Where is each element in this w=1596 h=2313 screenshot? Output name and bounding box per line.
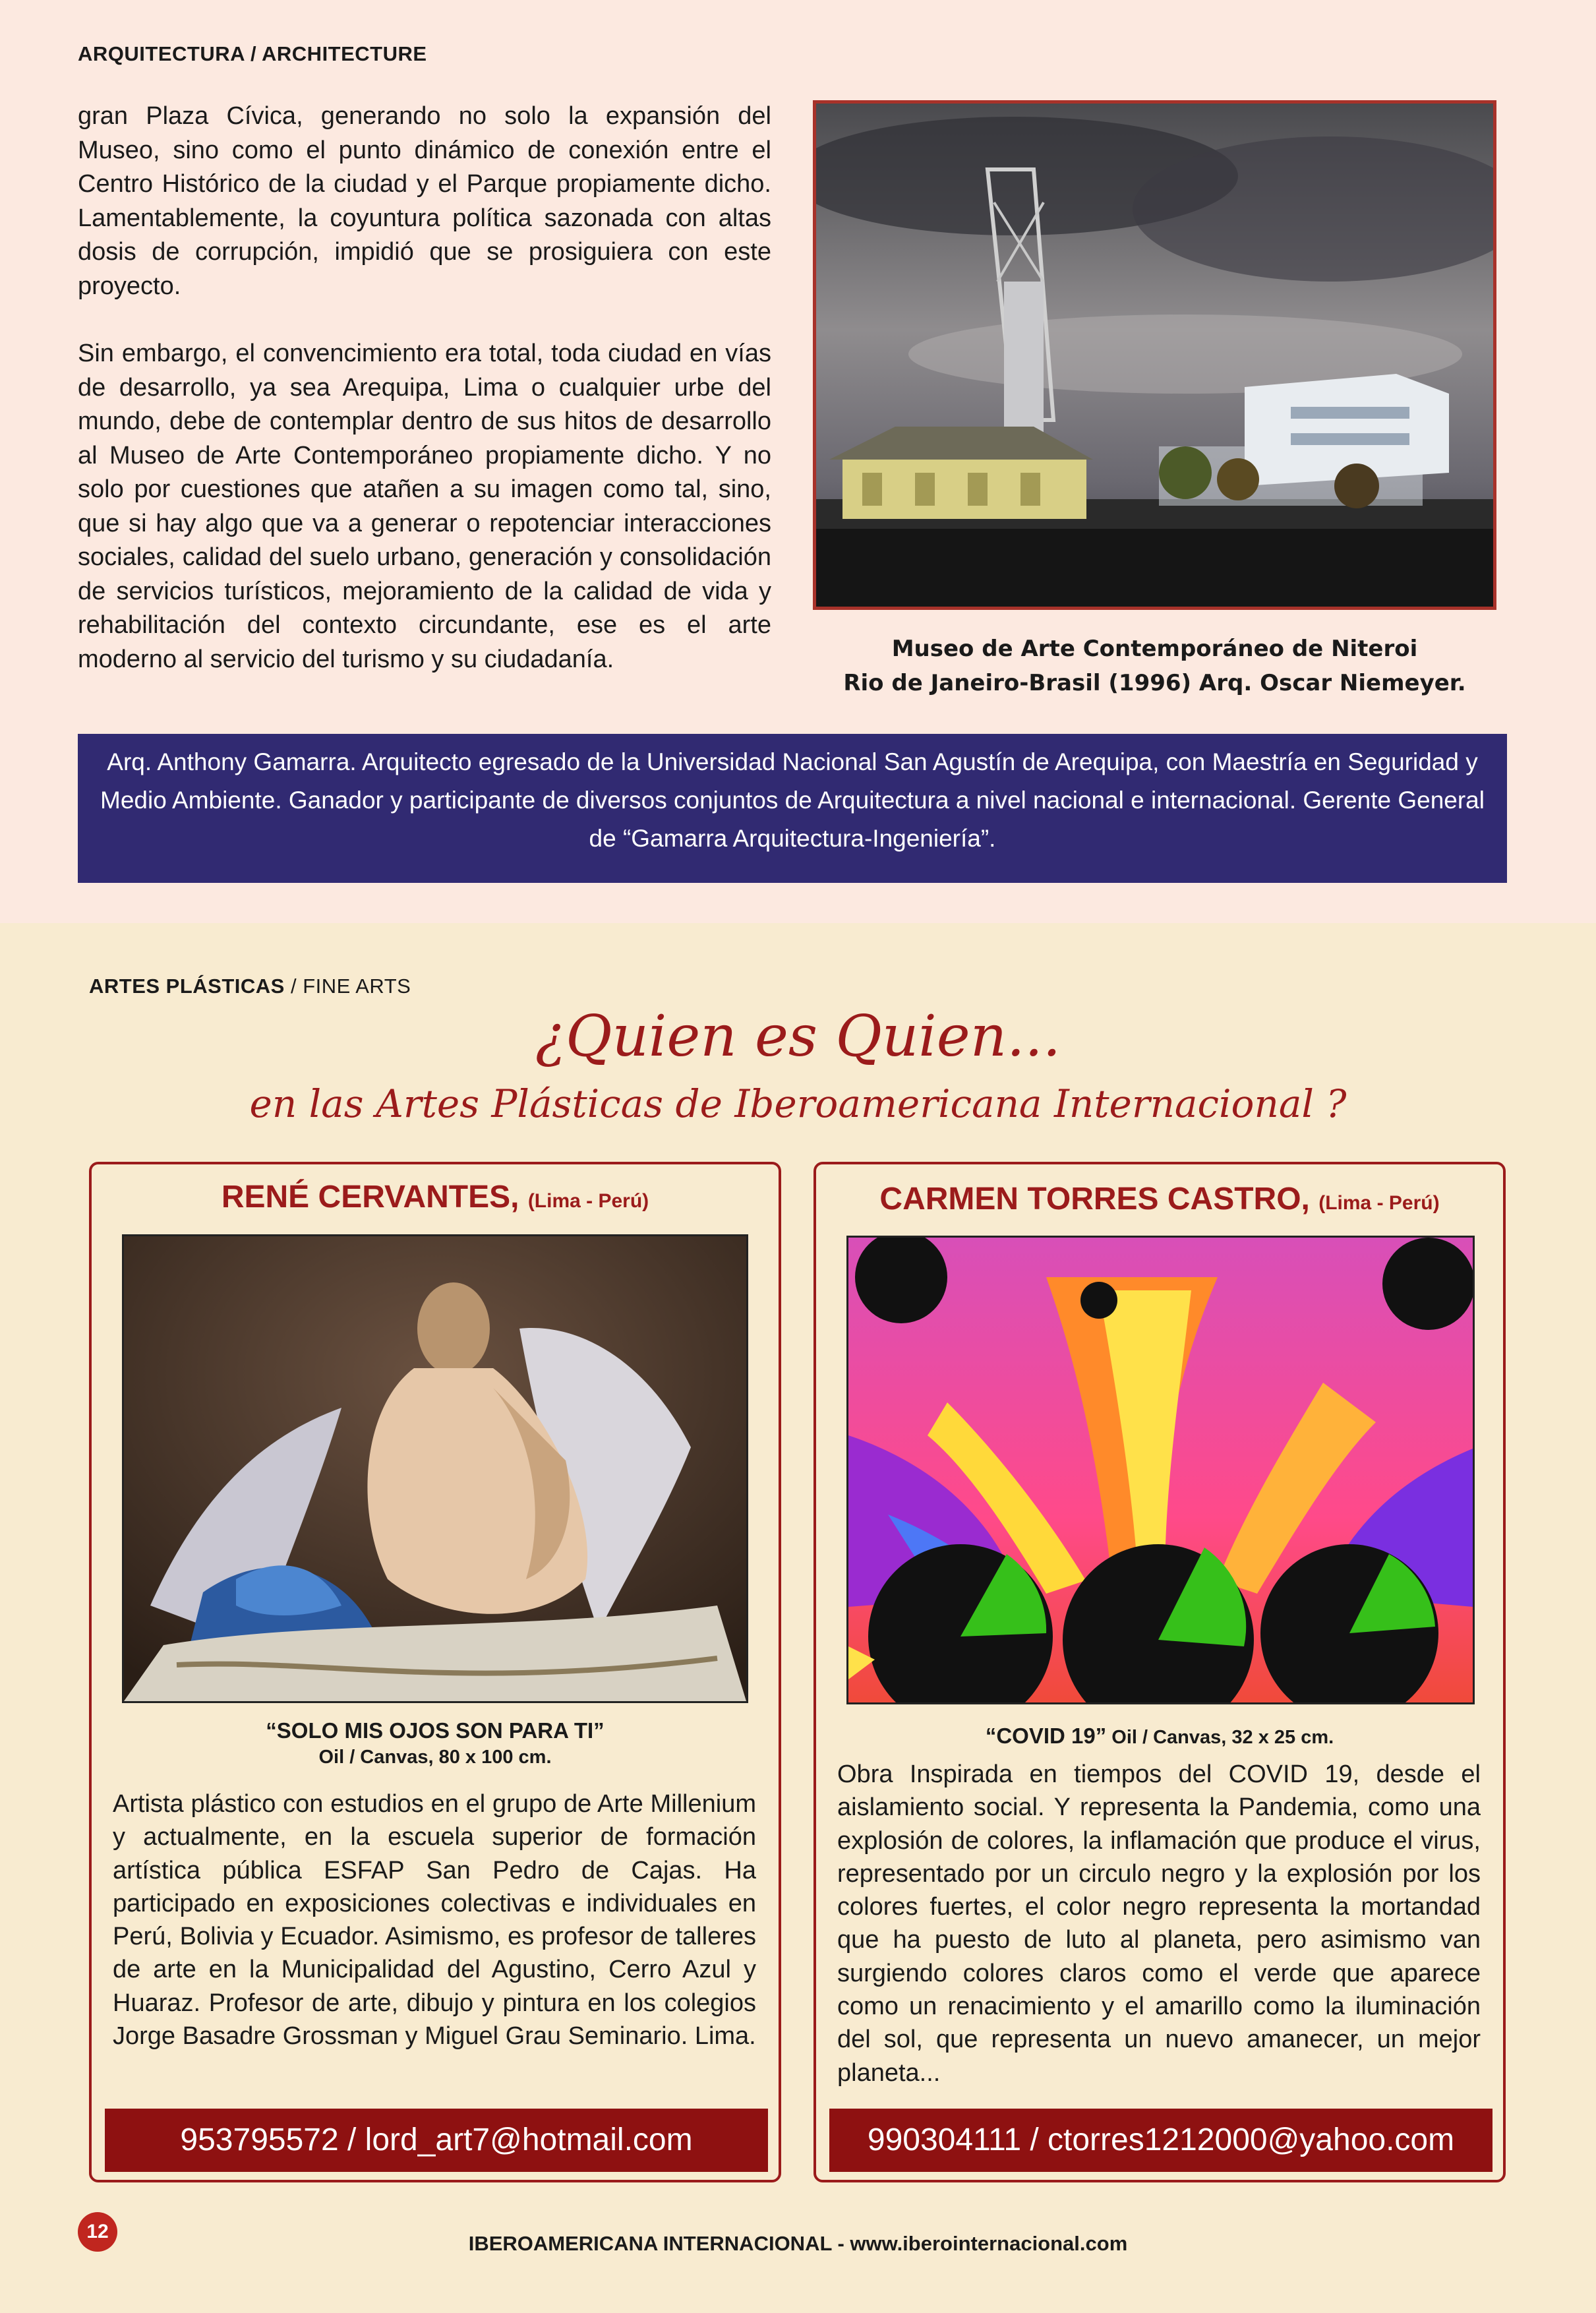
section-label-fine-arts-sub: / FINE ARTS: [284, 975, 411, 998]
artist-name: RENÉ CERVANTES,: [221, 1180, 519, 1215]
artist-card-carmen-torres-castro: [813, 1162, 1506, 2182]
artwork-title-line: [816, 1724, 1503, 1749]
artwork-title: “SOLO MIS OJOS SON PARA TI”: [266, 1718, 605, 1743]
artist-bio: Artista plástico con estudios en el grupo de Arte Millenium y actualmente, en la escuela superior de formación artística pública ESFAP San Pedro de Cajas. Ha participado en exposiciones colectivas e individuales en Perú, Bolivia y Ecuador. Asimismo, es profesor de talleres de arte en la Municipalidad del Agustino, Cerro Azul y Huaraz. Profesor de arte, dibujo y pintura en los colegios Jorge Basadre Grossman y Miguel Grau Seminario. Lima.: [113, 1790, 756, 2051]
headline: ¿Quien es Quien...: [535, 1004, 1061, 1069]
section-label-fine-arts: [89, 975, 411, 998]
artwork-details: Oil / Canvas, 80 x 100 cm.: [318, 1747, 552, 1768]
painting-solo-mis-ojos: [122, 1234, 748, 1703]
artist-contact[interactable]: 990304111 / ctorres1212000@yahoo.com: [829, 2109, 1493, 2172]
photo-caption-line-1: Museo de Arte Contemporáneo de Niteroi: [891, 636, 1418, 662]
section-label-fine-arts-main: ARTES PLÁSTICAS: [89, 975, 285, 998]
artist-location: (Lima - Perú): [527, 1190, 649, 1212]
article-paragraph-2: Sin embargo, el convencimiento era total, toda ciudad en vías de desarrollo, ya sea Arequipa, Lima o cualquier urbe del mundo, debe de contemplar dentro de sus hitos de desarrollo al Museo de Arte Contemporáneo propiamente dicho. Y no solo por cuestiones que atañen a su imagen como tal, sino, que si hay algo que va a generar o repotenciar interacciones sociales, calidad del suelo urbano, generación y consolidación de servicios turísticos, mejoramiento de la calidad de vida y rehabilitación del contexto circundante, ese es el arte moderno al servicio del turismo y su ciudadanía.: [78, 340, 771, 673]
artist-location: (Lima - Perú): [1318, 1192, 1440, 1214]
artist-name-line: [92, 1179, 779, 1215]
author-bio-text: Arq. Anthony Gamarra. Arquitecto egresado de la Universidad Nacional San Agustín de Arequipa, con Maestría en Seguridad y Medio Ambiente. Ganador y participante de diversos conjuntos de Arquitectura a nivel nacional e internacional. Gerente General de “Gamarra Arquitectura-Ingeniería”.: [100, 748, 1485, 852]
artist-card-rene-cervantes: [89, 1162, 781, 2182]
artist-contact[interactable]: 953795572 / lord_art7@hotmail.com: [105, 2109, 768, 2172]
subheadline: en las Artes Plásticas de Iberoamericana Internacional ?: [249, 1081, 1347, 1126]
artist-name: CARMEN TORRES CASTRO,: [879, 1182, 1310, 1217]
page-number-badge: 12: [78, 2212, 117, 2252]
article-body: [78, 100, 771, 710]
photo-caption-line-2: Rio de Janeiro-Brasil (1996) Arq. Oscar Niemeyer.: [843, 670, 1466, 696]
section-label-architecture: ARQUITECTURA / ARCHITECTURE: [78, 42, 427, 65]
museum-photo: [813, 100, 1496, 610]
artwork-title: “COVID 19”: [985, 1724, 1107, 1748]
footer-text: IBEROAMERICANA INTERNACIONAL - www.iberointernacional.com: [468, 2232, 1128, 2255]
author-bio-box: [78, 734, 1507, 883]
photo-caption: [813, 632, 1496, 700]
painting-covid-19: [846, 1236, 1475, 1704]
artist-bio: Obra Inspirada en tiempos del COVID 19, desde el aislamiento social. Y representa la Pandemia, como una explosión de colores, la inflamación que produce el virus, representado por un circulo negro y la explosión por los colores fuertes, el color negro representa la mortandad que ha puesto de luto al planeta, pero asimismo van surgiendo colores claros como el verde que aparece como un renacimiento y el amarillo como la iluminación del sol, que representa un nuevo amanecer, un mejor planeta...: [837, 1760, 1481, 2087]
artwork-details: Oil / Canvas, 32 x 25 cm.: [1106, 1727, 1334, 1748]
artist-name-line: [816, 1181, 1503, 1217]
article-paragraph-1: gran Plaza Cívica, generando no solo la expansión del Museo, sino como el punto dinámico de conexión entre el Centro Histórico de la ciudad y el Parque propiamente dicho. Lamentablemente, la coyuntura política sazonada con altas dosis de corrupción, impidió que se prosiguiera con este proyecto.: [78, 102, 771, 300]
